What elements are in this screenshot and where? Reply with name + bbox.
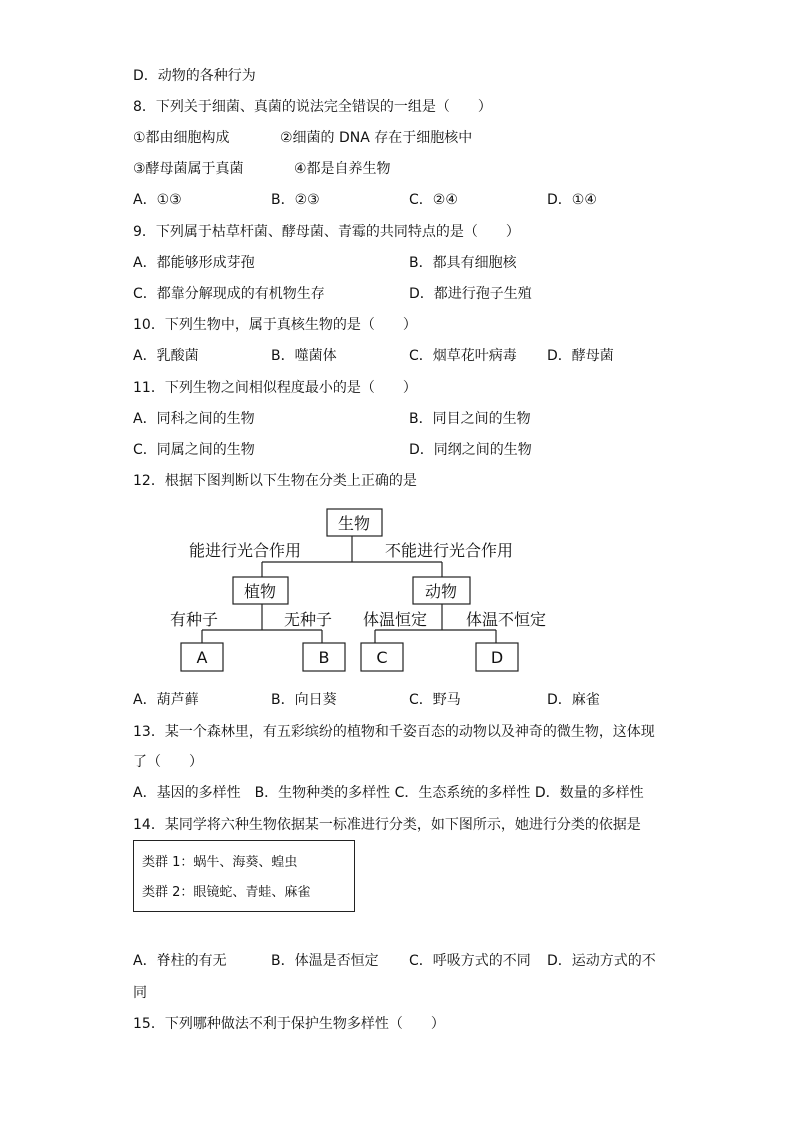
question-d-prev: D．动物的各种行为 (133, 68, 256, 84)
left-branch-label: 能进行光合作用 (189, 541, 302, 560)
box-c-label: C (376, 648, 388, 667)
box-a-label: A (196, 648, 208, 667)
question-11-option-b[interactable]: B．同目之间的生物 (409, 411, 531, 427)
right-branch-label: 不能进行光合作用 (385, 541, 514, 560)
group-1-text: 类群 1：蜗牛、海葵、蝗虫 (142, 855, 298, 870)
question-8-statement-2: ②细菌的 DNA 存在于细胞核中 (280, 130, 473, 146)
question-8-option-a[interactable]: A．①③ (133, 192, 182, 208)
question-13-stem-cont: 了（ ） (133, 754, 203, 770)
question-11-stem: 11．下列生物之间相似程度最小的是（ ） (133, 380, 417, 396)
question-14-option-c[interactable]: C．呼吸方式的不同 (409, 953, 531, 969)
seed-label: 有种子 (170, 610, 219, 629)
classification-groups-box (133, 840, 355, 912)
question-8-statement-3: ③酵母菌属于真菌 (133, 161, 244, 177)
question-10-stem: 10．下列生物中，属于真核生物的是（ ） (133, 317, 417, 333)
question-12-option-b[interactable]: B．向日葵 (271, 692, 337, 708)
question-12-option-a[interactable]: A．葫芦藓 (133, 692, 199, 708)
question-12-stem: 12．根据下图判断以下生物在分类上正确的是 (133, 473, 417, 489)
question-10-option-b[interactable]: B．噬菌体 (271, 348, 337, 364)
question-9-stem: 9．下列属于枯草杆菌、酵母菌、青霉的共同特点的是（ ） (133, 224, 520, 240)
question-9-option-a[interactable]: A．都能够形成芽孢 (133, 255, 255, 271)
question-13-options[interactable]: A．基因的多样性 B．生物种类的多样性 C．生态系统的多样性 D．数量的多样性 (133, 785, 644, 801)
question-12-option-c[interactable]: C．野马 (409, 692, 461, 708)
question-11-option-c[interactable]: C．同属之间的生物 (133, 442, 255, 458)
question-9-option-b[interactable]: B．都具有细胞核 (409, 255, 517, 271)
box-b-label: B (318, 648, 330, 667)
question-10-option-d[interactable]: D．酵母菌 (547, 348, 614, 364)
question-15-stem: 15．下列哪种做法不利于保护生物多样性（ ） (133, 1016, 445, 1032)
animal-label: 动物 (424, 582, 458, 601)
question-10-option-c[interactable]: C．烟草花叶病毒 (409, 348, 517, 364)
question-8-option-c[interactable]: C．②④ (409, 192, 458, 208)
question-8-statement-4: ④都是自养生物 (294, 161, 391, 177)
question-8-statement-1: ①都由细胞构成 (133, 130, 230, 146)
question-9-option-c[interactable]: C．都靠分解现成的有机物生存 (133, 286, 325, 302)
question-14-option-d-wrap: 同 (133, 985, 147, 1001)
plant-label: 植物 (243, 582, 277, 601)
box-d-label: D (490, 648, 504, 667)
question-14-option-a[interactable]: A．脊柱的有无 (133, 953, 227, 969)
question-8-option-d[interactable]: D．①④ (547, 192, 597, 208)
var-temp-label: 体温不恒定 (466, 610, 547, 629)
question-8-option-b[interactable]: B．②③ (271, 192, 320, 208)
question-13-stem: 13．某一个森林里，有五彩缤纷的植物和千姿百态的动物以及神奇的微生物，这体现 (133, 724, 655, 740)
question-14-option-b[interactable]: B．体温是否恒定 (271, 953, 379, 969)
no-seed-label: 无种子 (284, 610, 333, 629)
const-temp-label: 体温恒定 (363, 610, 428, 629)
question-11-option-a[interactable]: A．同科之间的生物 (133, 411, 255, 427)
question-14-option-d[interactable]: D．运动方式的不 (547, 953, 656, 969)
question-12-option-d[interactable]: D．麻雀 (547, 692, 600, 708)
root-label: 生物 (337, 514, 371, 533)
question-11-option-d[interactable]: D．同纲之间的生物 (409, 442, 532, 458)
question-8-stem: 8．下列关于细菌、真菌的说法完全错误的一组是（ ） (133, 99, 492, 115)
question-10-option-a[interactable]: A．乳酸菌 (133, 348, 199, 364)
question-14-stem: 14．某同学将六种生物依据某一标准进行分类，如下图所示，她进行分类的依据是 (133, 817, 641, 833)
question-9-option-d[interactable]: D．都进行孢子生殖 (409, 286, 532, 302)
group-2-text: 类群 2：眼镜蛇、青蛙、麻雀 (142, 885, 311, 900)
